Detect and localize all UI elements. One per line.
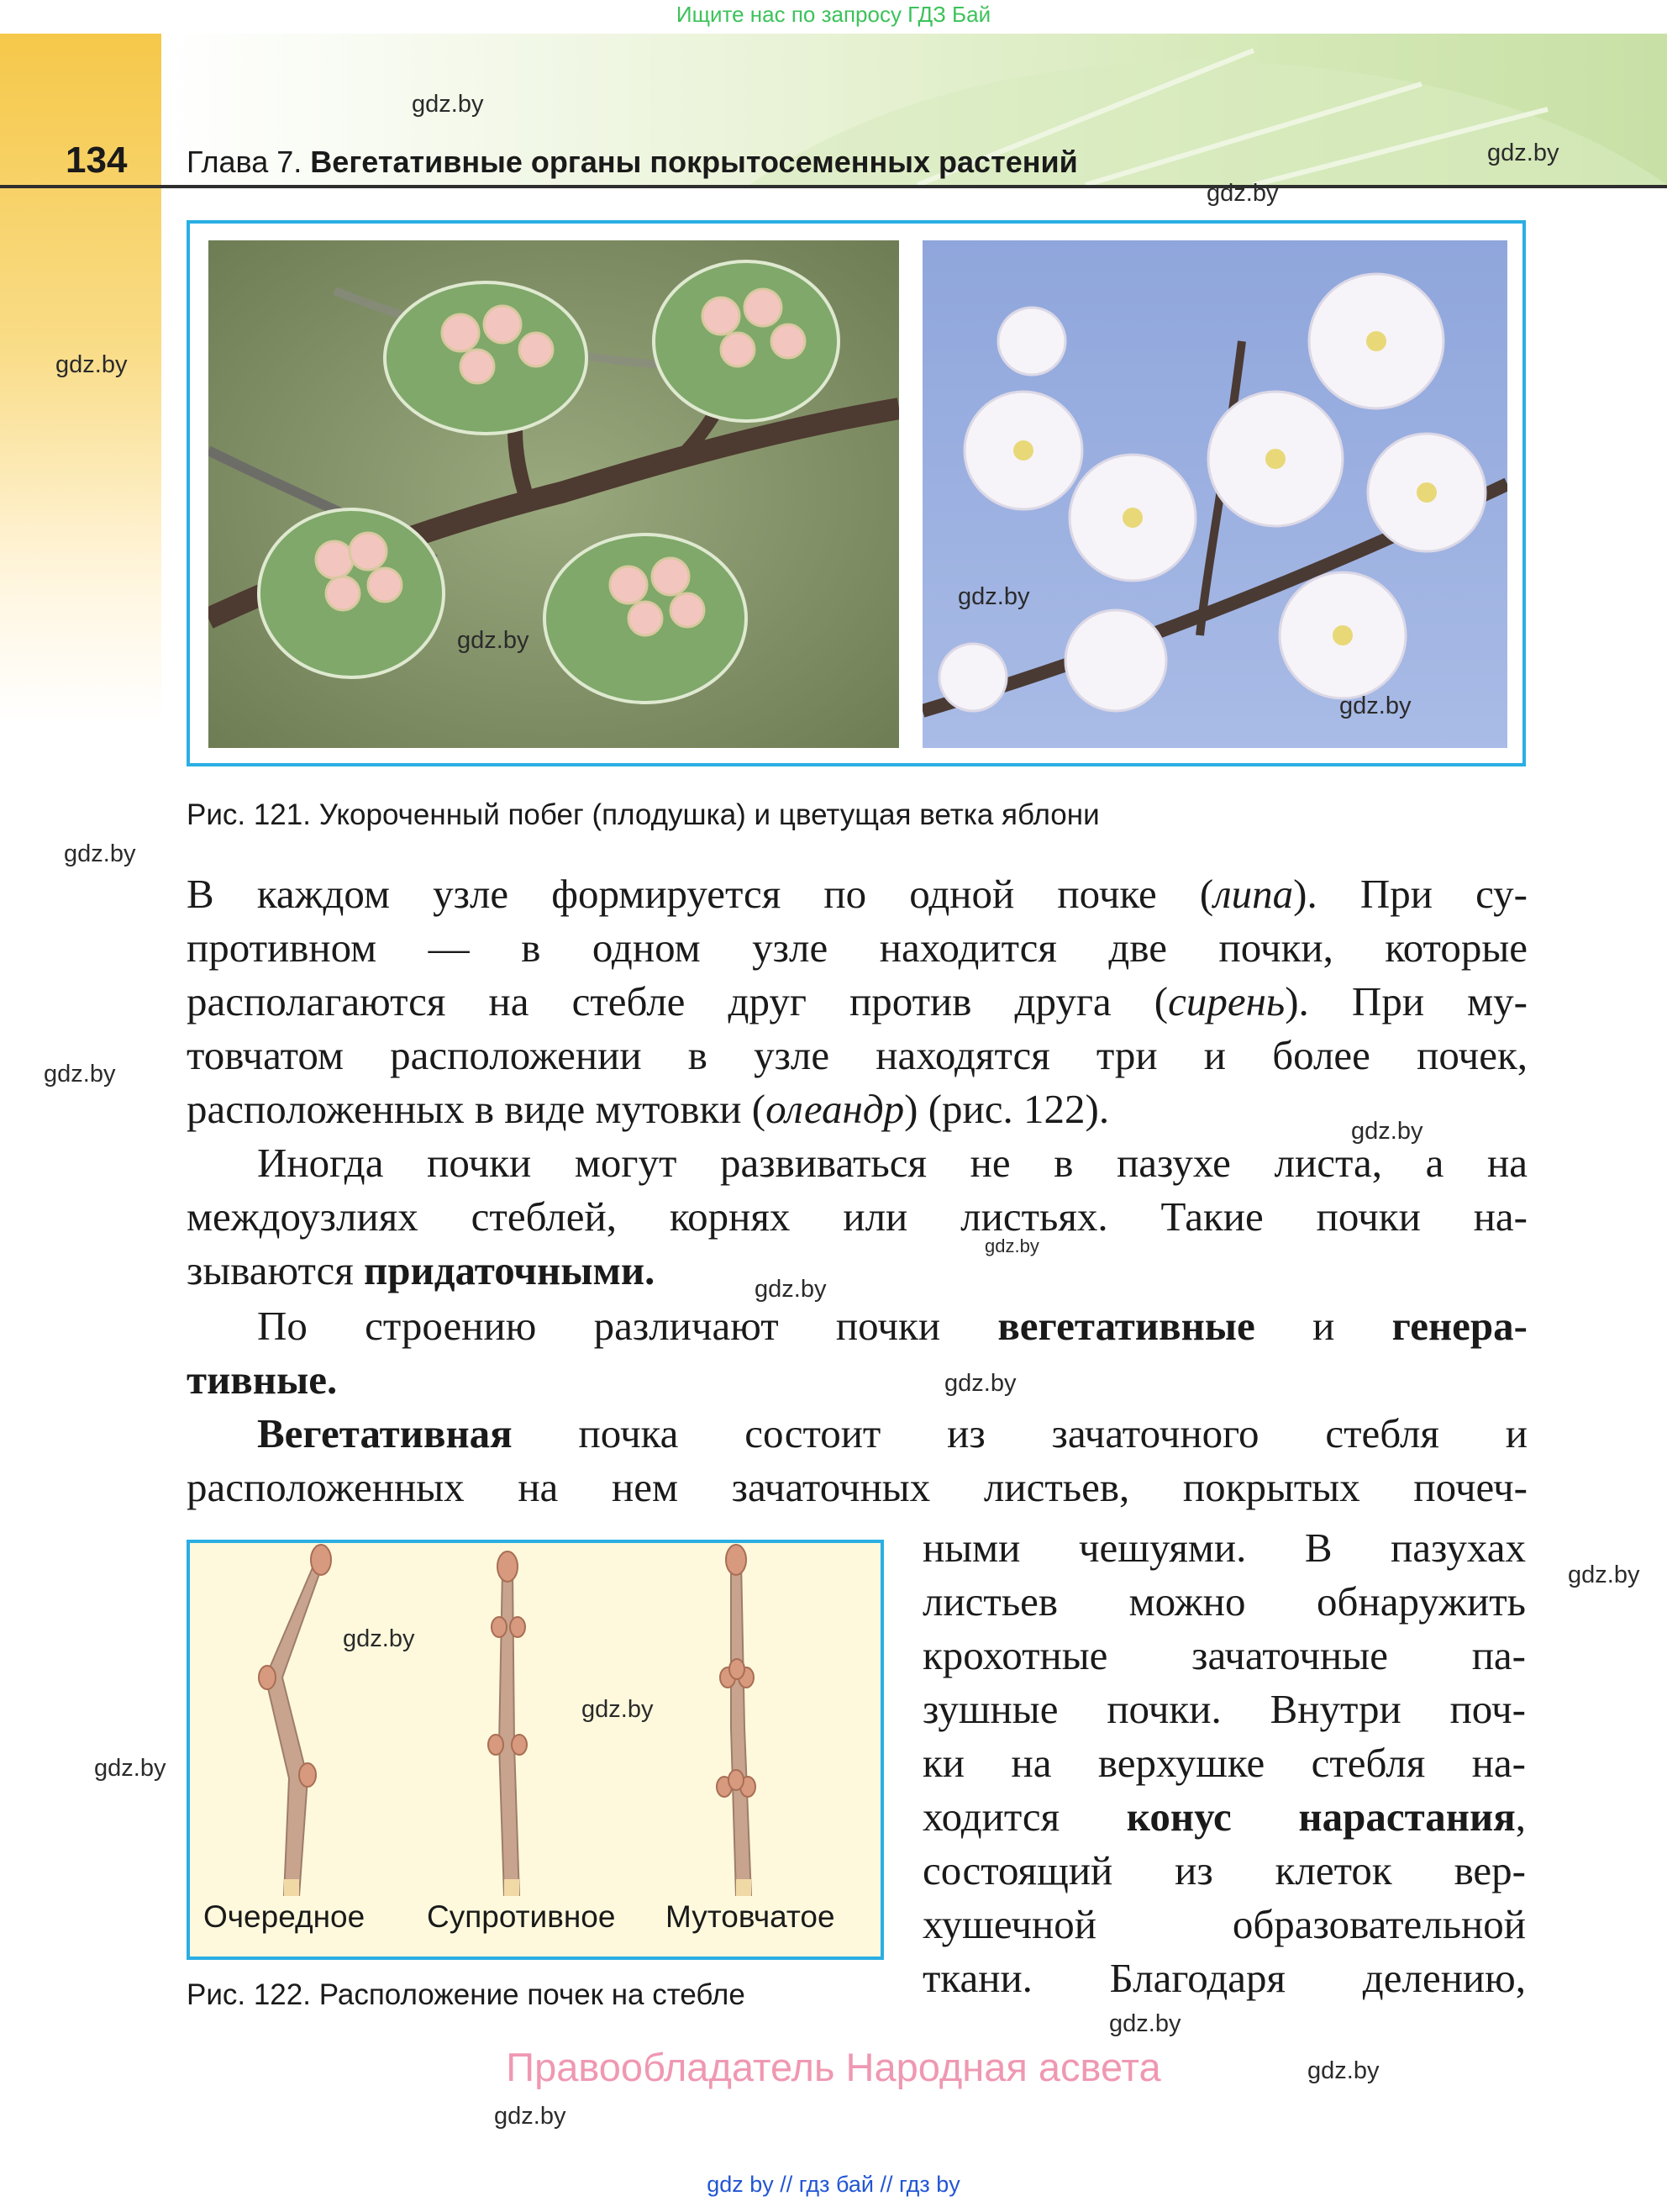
watermark: gdz.by [1307,2057,1380,2084]
bud [492,1617,507,1637]
watermark: gdz.by [755,1276,827,1303]
bud [259,1666,276,1689]
page-number: 134 [66,140,128,181]
watermark: gdz.by [1339,693,1412,719]
bud [488,1735,503,1755]
label-whorled: Мутовчатое [665,1899,835,1934]
watermark: gdz.by [1109,2010,1181,2037]
figure-122-frame [187,1540,884,1960]
header-rule [0,185,1667,188]
stem-whorled [731,1560,751,1896]
watermark: gdz.by [457,627,529,654]
stem-alternate [266,1560,324,1896]
watermark: gdz.by [985,1235,1039,1256]
watermark: gdz.by [1207,180,1279,207]
bud [311,1545,331,1575]
right-column-text: ными чешуями. В пазухах листьев можно обнаружить крохотные зачаточные па- зушные почки. Внутри поч- ки на верхушке стебля на- ходится конус нарастания, состоящий из клеток вер- хушечной образовательной ткани. Благодаря делению, [923,1525,1526,2001]
paragraph-2: Иногда почки могут развиваться не в пазухе листа, а на междоузлиях стеблей, корнях или листьях. Такие почки на- зываются придаточными. [187,1140,1528,1293]
figure-121-caption: Рис. 121. Укороченный побег (плодушка) и цветущая ветка яблони [187,798,1100,831]
watermark: gdz.by [494,2103,566,2130]
watermark: gdz.by [1568,1562,1640,1588]
watermark: gdz.by [1487,140,1559,166]
apple-blossom-photo [923,240,1507,748]
top-search-banner: Ищите нас по запросу ГДЗ Бай [676,2,991,27]
chapter-title: Глава 7. Вегетативные органы покрытосеменных растений [187,145,1078,179]
paragraph-1: В каждом узле формируется по одной почке (липа). При су- противном — в одном узле находится две почки, которые располагаются на стебле друг против друга (сирень). При му- товчатом расположении в узле находятся три и более почек, расположенных в виде мутовки (олеандр) (рис. 122). [187,871,1528,1132]
watermark: gdz.by [412,91,484,118]
bud [729,1659,744,1679]
apple-spur-photo [208,240,899,748]
paragraph-3: По строению различают почки вегетативные и генера- тивные. [187,1303,1528,1403]
watermark: gdz.by [343,1625,415,1652]
bud [497,1551,518,1582]
bud [726,1545,746,1575]
figure-122-caption: Рис. 122. Расположение почек на стебле [187,1978,745,2011]
watermark: gdz.by [581,1696,654,1723]
watermark: gdz.by [94,1755,166,1782]
watermark: gdz.by [55,351,128,378]
watermark: gdz.by [44,1061,116,1088]
bud [728,1770,744,1790]
bud [512,1735,527,1755]
bud [510,1617,525,1637]
copyright-notice: Правообладатель Народная асвета [506,2045,1161,2089]
watermark: gdz.by [944,1370,1017,1397]
paragraph-4: Вегетативная почка состоит из зачаточного стебля и расположенных на нем зачаточных листьев, покрытых почеч- [187,1410,1528,1510]
bud [299,1763,316,1787]
watermark: gdz.by [1351,1118,1423,1145]
label-alternate: Очередное [203,1899,365,1934]
footer-links[interactable]: gdz by // гдз бай // гдз by [707,2172,960,2197]
watermark: gdz.by [64,840,136,867]
label-opposite: Супротивное [427,1899,616,1934]
bud-arrangement-drawing [190,1543,881,1896]
watermark: gdz.by [958,583,1030,610]
